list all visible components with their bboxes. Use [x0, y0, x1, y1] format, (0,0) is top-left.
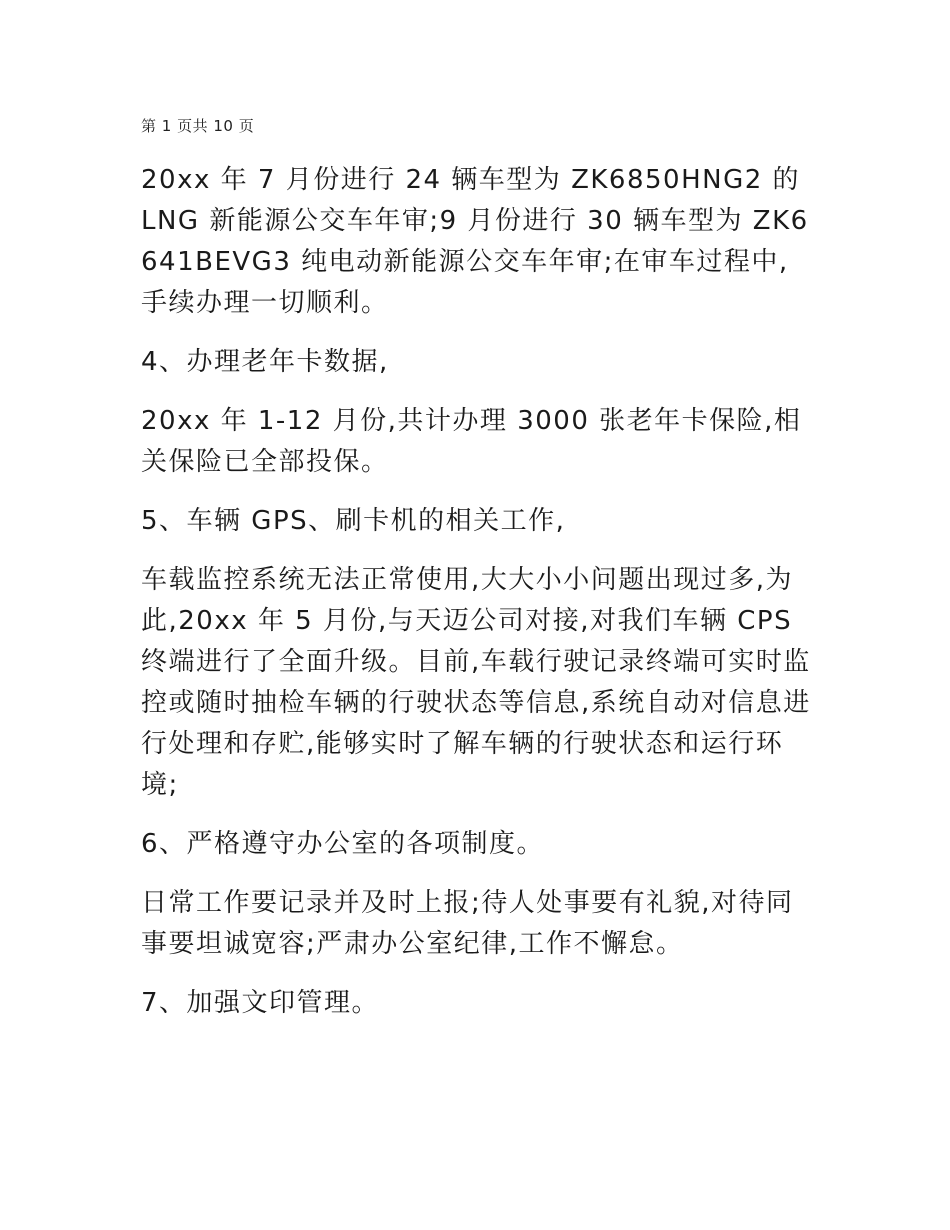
section-heading-senior-card: 4、办理老年卡数据, [141, 347, 389, 377]
paragraph-gps: 车载监控系统无法正常使用,大大小小问题出现过多,为此,20xx 年 5 月份,与天迈公司对接,对我们车辆 CPS 终端进行了全面升级。目前,车载行驶记录终端可实时监控或随时抽检车辆的行驶状态等信息,系统自动对信息进行处理和存贮,能够实时了解车辆的行驶状态和运行环境; [141, 565, 811, 800]
section-heading-office-rules: 6、严格遵守办公室的各项制度。 [141, 829, 545, 859]
paragraph-vehicle-inspection: 20xx 年 7 月份进行 24 辆车型为 ZK6850HNG2 的 LNG 新能源公交车年审;9 月份进行 30 辆车型为 ZK6641BEVG3 纯电动新能源公交车年审;在审车过程中,手续办理一切顺利。 [141, 165, 809, 318]
page-number-header: 第 1 页共 10 页 [141, 117, 255, 135]
paragraph-senior-card: 20xx 年 1-12 月份,共计办理 3000 张老年卡保险,相关保险已全部投保。 [141, 406, 802, 477]
section-heading-gps: 5、车辆 GPS、刷卡机的相关工作, [141, 506, 566, 536]
paragraph-office-rules: 日常工作要记录并及时上报;待人处事要有礼貌,对待同事要坦诚宽容;严肃办公室纪律,工作不懈怠。 [141, 888, 794, 959]
section-heading-printing: 7、加强文印管理。 [141, 988, 380, 1018]
document-body [141, 160, 811, 1042]
